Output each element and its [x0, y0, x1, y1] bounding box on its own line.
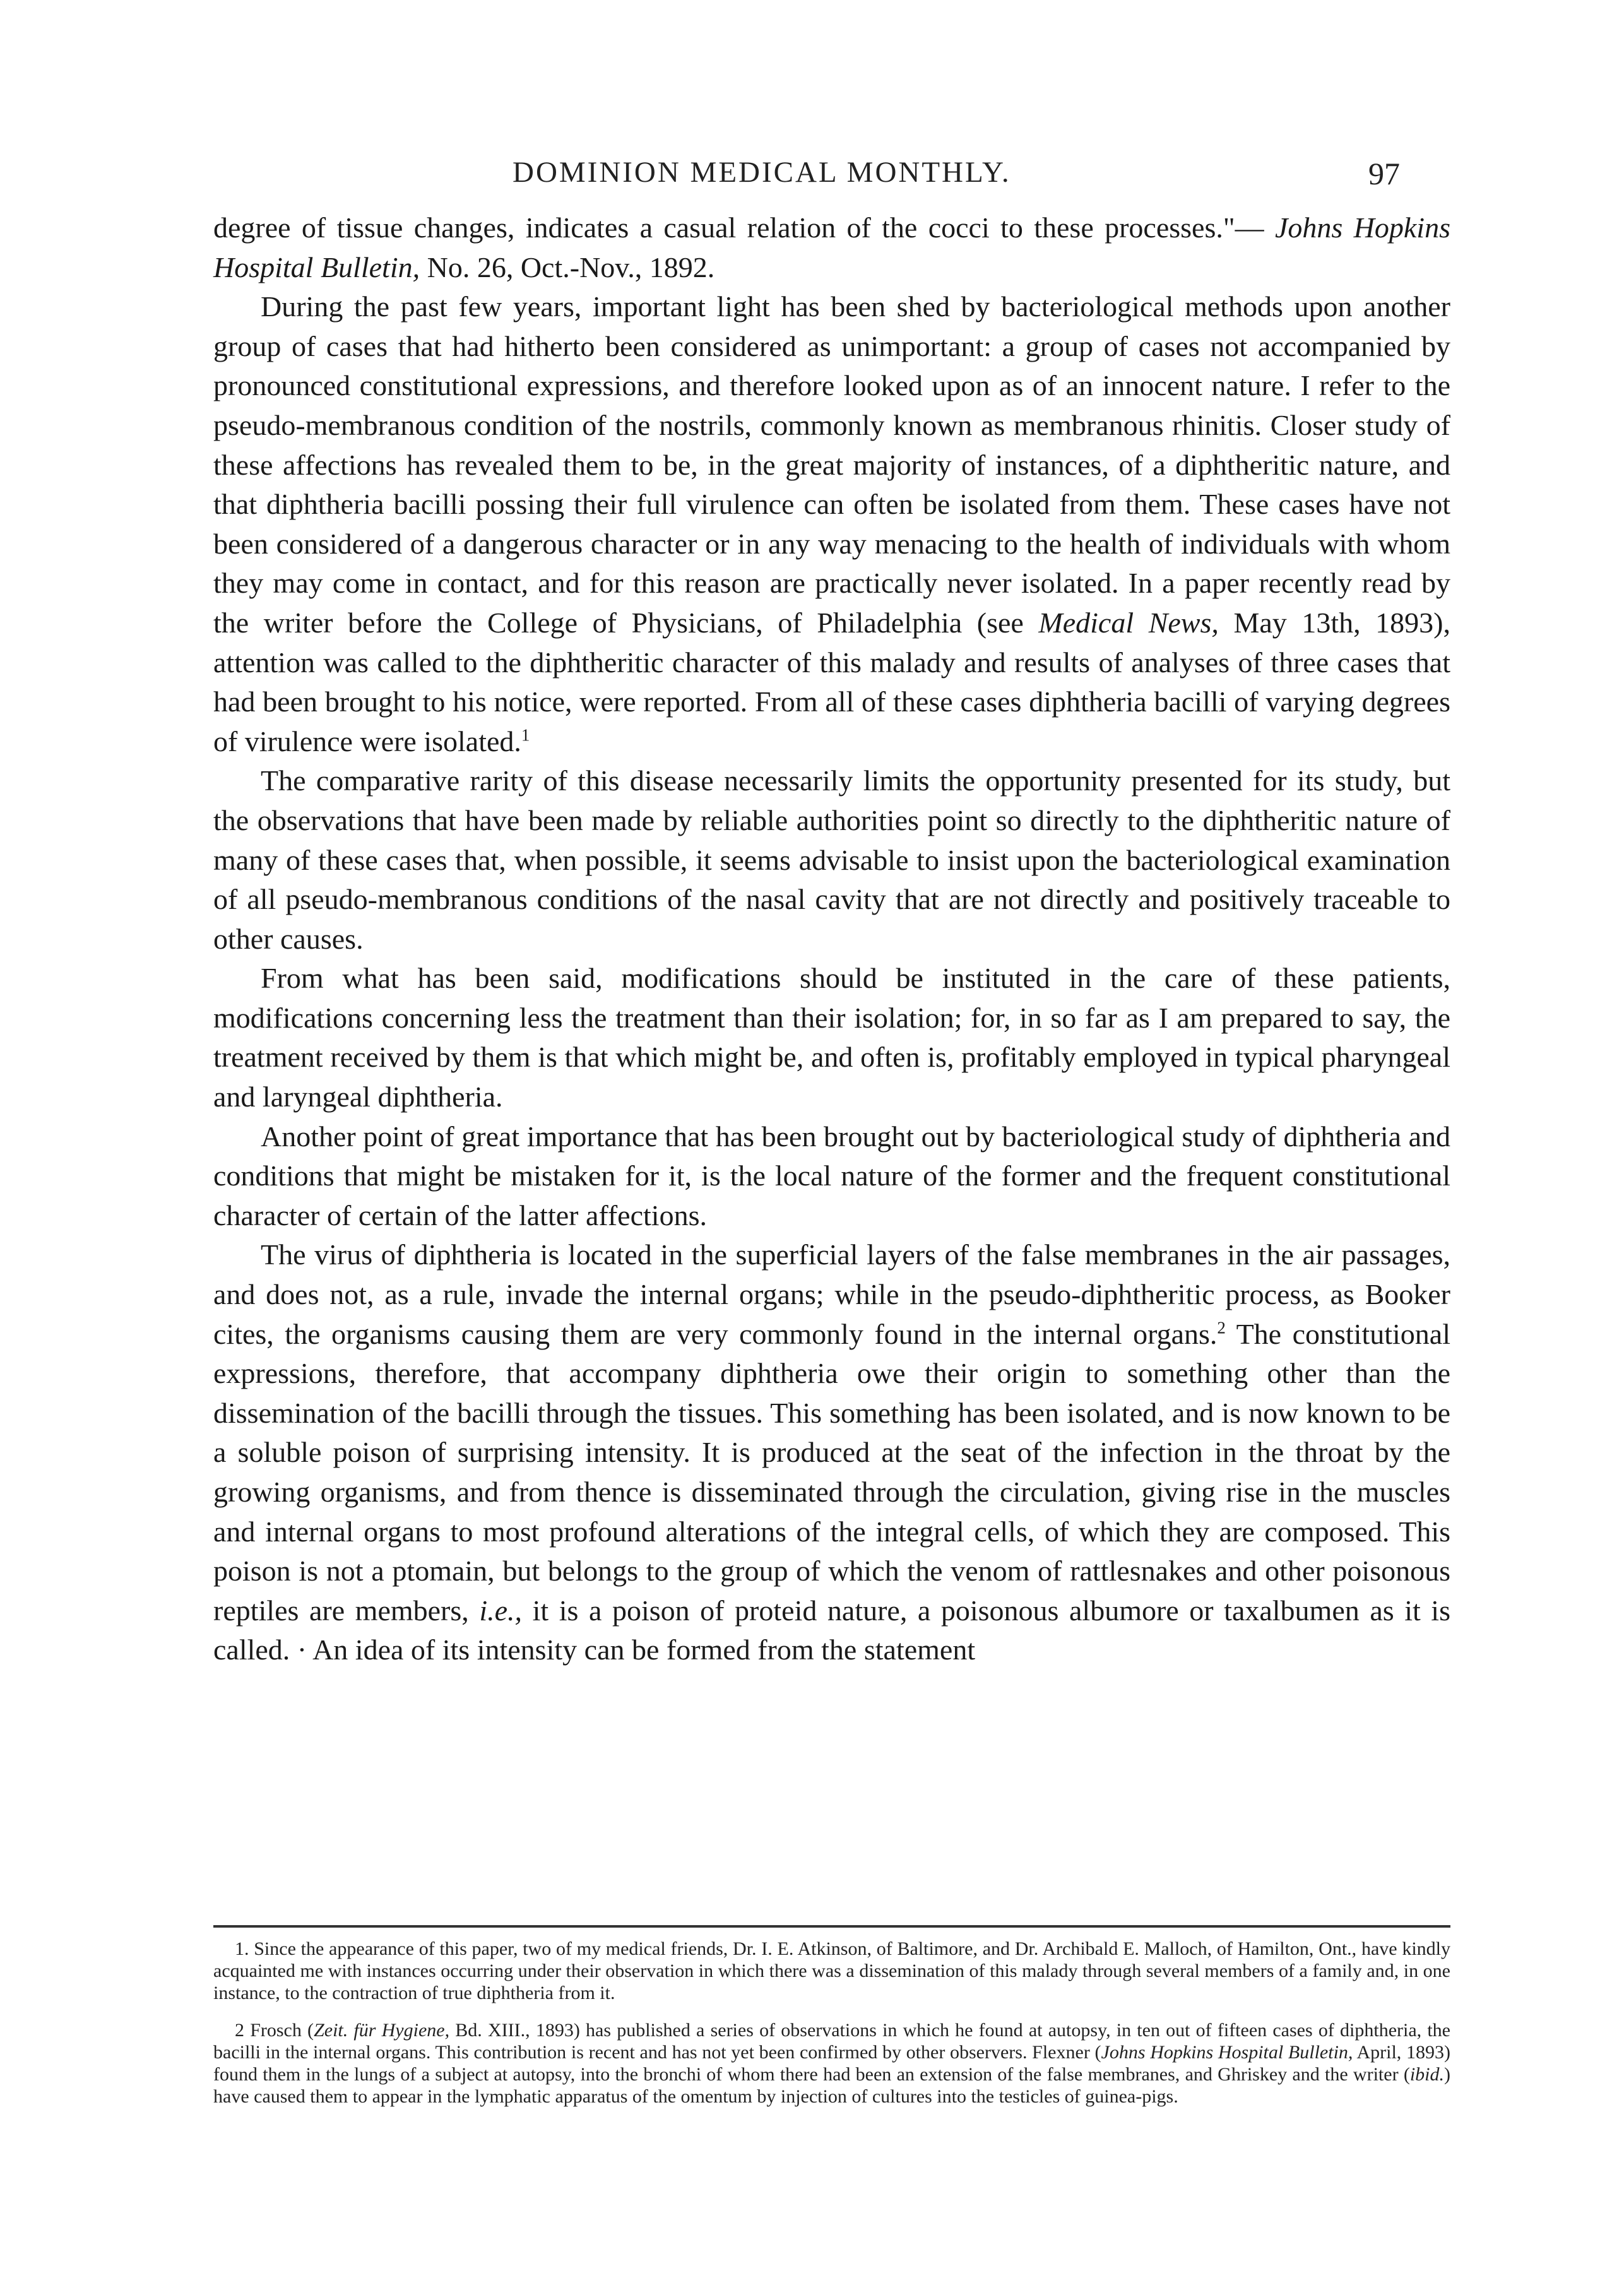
- footnote-ref-2[interactable]: 2: [1217, 1318, 1226, 1337]
- journal-title: DOMINION MEDICAL MONTHLY.: [513, 156, 1011, 189]
- citation-journal: Johns Hopkins Hospital Bulletin,: [213, 211, 1450, 283]
- footnote-2-text: 2 Frosch (: [235, 2020, 314, 2041]
- footnote-1: 1. Since the appearance of this paper, two of my medical friends, Dr. I. E. Atkinson, of Baltimore, and Dr. Archibald E. Malloch, of Hamilton, Ont., have kindly acquainted me with instances occurring under their observation in which there was a dissemination of this malady through several members of a family and, in one instance, to the contraction of true diphtheria from it.: [213, 1938, 1450, 2003]
- paragraph-6: [213, 1235, 1450, 1670]
- paragraph-4: From what has been said, modifications should be instituted in the care of these patients, modifications concerning less the treatment than their isolation; for, in so far as I am prepared to say, the treatment received by them is that which might be, and often is, profitably employed in typical pharyngeal and laryngeal diphtheria.: [213, 962, 1450, 1113]
- footnotes: [213, 1938, 1450, 2123]
- footnote-2-text-continued: April, 1893) found them in the lungs of a subject at autopsy, into the bronchi of whom there had been an extension of the false membranes, and Ghriskey and the writer (: [213, 2042, 1450, 2085]
- footnote-ref-1[interactable]: 1: [521, 725, 530, 745]
- paragraph-6-text-continued: The constitutional expressions, therefore, that accompany diphtheria owe their origin to something other than the dissemination of the bacilli through the tissues. This something has been isolated, and is now known to be a soluble poison of surprising intensity. It is produced at the seat of the infection in the throat by the growing organisms, and from thence is disseminated through the circulation, giving rise in the muscles and internal organs to most profound alterations of the integral cells, of which they are composed. This poison is not a ptomain, but belongs to the group of which the venom of rattlesnakes and other poisonous reptiles are members,: [213, 1317, 1450, 1627]
- paragraph-2-text: During the past few years, important light has been shed by bacteriological methods upon another group of cases that had hitherto been considered as unimportant: a group of cases not accompanied by pronounced constitutional expressions, and therefore looked upon as of an innocent nature. I refer to the pseudo-membranous condition of the nostrils, commonly known as membranous rhinitis. Closer study of these affections has revealed them to be, in the great majority of instances, of a diphtheritic nature, and that diphtheria bacilli possing their full virulence can often be isolated from them. These cases have not been considered of a dangerous character or in any way menacing to the health of individuals with whom they may come in contact, and for this reason are practically never isolated. In a paper recently read by the writer before the College of Physicians, of Philadelphia (see: [213, 290, 1450, 639]
- paragraph-3: The comparative rarity of this disease necessarily limits the opportunity presented for its study, but the observations that have been made by reliable authorities point so directly to the diphtheritic nature of many of these cases that, when possible, it seems advisable to insist upon the bacteriological examination of all pseudo-membranous conditions of the nasal cavity that are not directly and positively traceable to other causes.: [213, 764, 1450, 955]
- paragraph-6-text: The virus of diphtheria is located in the superficial layers of the false membranes in the air passages, and does not, as a rule, invade the internal organs; while in the pseudo-diphtheritic process, as Booker cites, the organisms causing them are very commonly found in the internal organs.: [213, 1238, 1450, 1350]
- paragraph-1: [213, 208, 1450, 287]
- paragraph-6-text-end: it is a poison of proteid nature, a poisonous albumore or taxalbumen as it is called. · An idea of its intensity can be formed from the statement: [213, 1594, 1450, 1666]
- citation-journal: Zeit. für Hygiene,: [314, 2020, 450, 2041]
- footnote-2: [213, 2019, 1450, 2108]
- paragraph-2-text-continued: May 13th, 1893), attention was called to the diphtheritic character of this malady and results of analyses of three cases that had been brought to his notice, were reported. From all of these cases diphtheria bacilli of varying degrees of virulence were isolated.: [213, 606, 1450, 757]
- citation-journal: Johns Hopkins Hospital Bulletin,: [1101, 2042, 1353, 2063]
- footnote-divider: [213, 1925, 1450, 1928]
- citation-journal: Medical News,: [1038, 606, 1219, 639]
- article-body: [213, 208, 1450, 1670]
- abbreviation-ie: i.e.,: [479, 1594, 523, 1627]
- running-head: [0, 0, 1624, 215]
- paragraph-2: [213, 287, 1450, 761]
- page-number: 97: [1368, 156, 1400, 191]
- footnote-2-text-end: ) have caused them to appear in the lymphatic apparatus of the omentum by injection of cultures into the testicles of guinea-pigs.: [213, 2064, 1450, 2107]
- paragraph-1-text: degree of tissue changes, indicates a casual relation of the cocci to these processes."—: [213, 211, 1264, 244]
- footnote-2-text-continued: Bd. XIII., 1893) has published a series of observations in which he found at autopsy, in ten out of fifteen cases of diphtheria, the bacilli in the internal organs. This contribution is recent and has not yet been confirmed by other observers. Flexner (: [213, 2020, 1450, 2063]
- citation-ibid: ibid.: [1409, 2064, 1444, 2085]
- paragraph-1-citation-details: No. 26, Oct.-Nov., 1892.: [420, 251, 715, 283]
- paragraph-5: Another point of great importance that has been brought out by bacteriological study of diphtheria and conditions that might be mistaken for it, is the local nature of the former and the frequent constitutional character of certain of the latter affections.: [213, 1120, 1450, 1231]
